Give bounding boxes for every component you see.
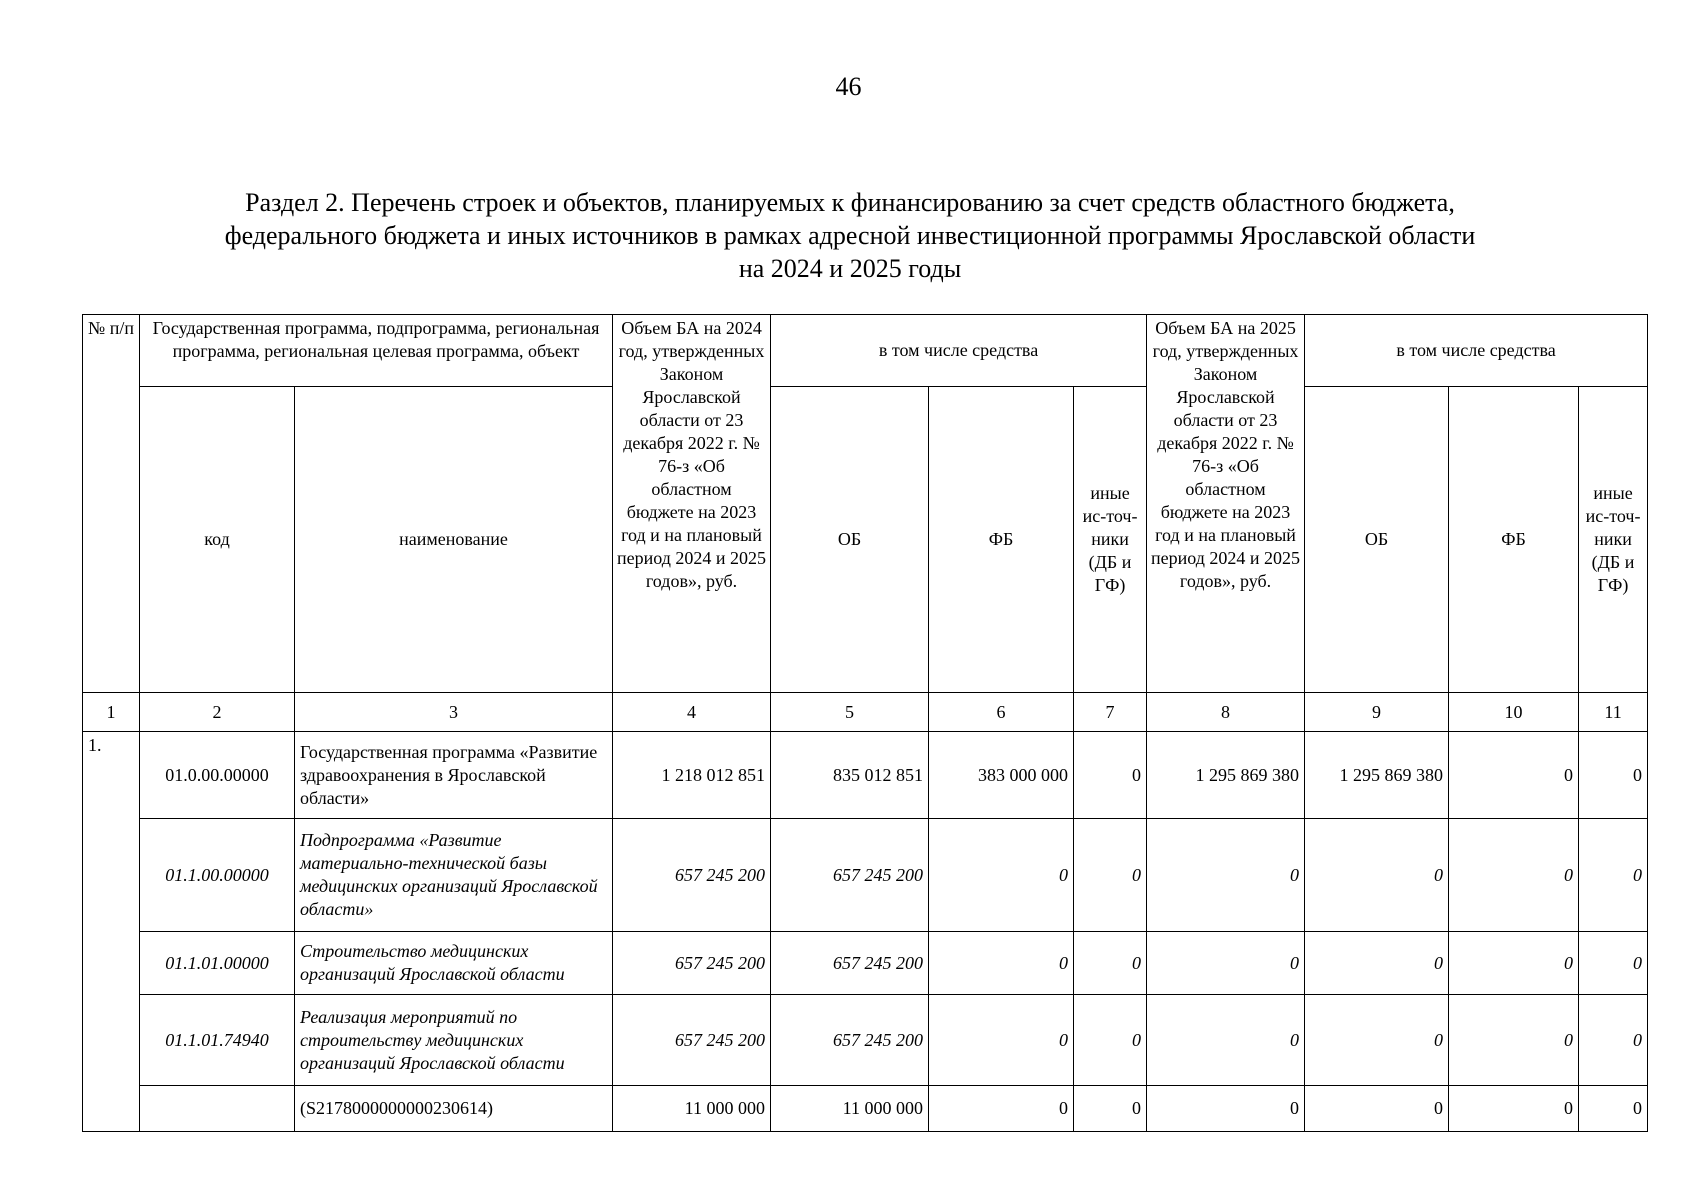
column-number: 8	[1147, 693, 1305, 732]
row-code	[140, 1086, 295, 1132]
column-number-row	[83, 693, 1648, 732]
investment-program-table	[82, 314, 1648, 1132]
row-other-2025: 0	[1579, 732, 1648, 819]
row-fb-2024: 0	[929, 995, 1074, 1086]
row-other-2025: 0	[1579, 932, 1648, 995]
row-fb-2024: 0	[929, 1086, 1074, 1132]
row-name: Государственная программа «Развитие здравоохранения в Ярославской области»	[295, 732, 613, 819]
header-code: код	[140, 387, 295, 693]
row-other-2024: 0	[1074, 819, 1147, 932]
row-code: 01.0.00.00000	[140, 732, 295, 819]
row-name: Реализация мероприятий по строительству медицинских организаций Ярославской области	[295, 995, 613, 1086]
column-number: 10	[1449, 693, 1579, 732]
document-title	[80, 186, 1620, 285]
row-code: 01.1.00.00000	[140, 819, 295, 932]
row-ba-2024: 1 218 012 851	[613, 732, 771, 819]
column-number: 4	[613, 693, 771, 732]
header-row-1	[83, 315, 1648, 387]
column-number: 2	[140, 693, 295, 732]
row-name: Подпрограмма «Развитие материально-технической базы медицинских организаций Ярославской области»	[295, 819, 613, 932]
column-number: 7	[1074, 693, 1147, 732]
header-fb-2025: ФБ	[1449, 387, 1579, 693]
row-fb-2025: 0	[1449, 932, 1579, 995]
header-row-2	[83, 387, 1648, 693]
row-ba-2025: 0	[1147, 819, 1305, 932]
row-name: Строительство медицинских организаций Ярославской области	[295, 932, 613, 995]
header-fb-2024: ФБ	[929, 387, 1074, 693]
header-ob-2025: ОБ	[1305, 387, 1449, 693]
row-code: 01.1.01.74940	[140, 995, 295, 1086]
row-ob-2024: 11 000 000	[771, 1086, 929, 1132]
row-ob-2024: 657 245 200	[771, 819, 929, 932]
header-ba-2025: Объем БА на 2025 год, утвержденных Законом Ярославской области от 23 декабря 2022 г. № 76-з «Об областном бюджете на 2023 год и на плановый период 2024 и 2025 годов», руб.	[1147, 315, 1305, 693]
header-including-2: в том числе средства	[1305, 315, 1648, 387]
table-row-object	[83, 1086, 1648, 1132]
page-number: 46	[835, 72, 862, 101]
row-ba-2024: 11 000 000	[613, 1086, 771, 1132]
row-ob-2025: 0	[1305, 1086, 1449, 1132]
row-fb-2024: 0	[929, 819, 1074, 932]
header-name: наименование	[295, 387, 613, 693]
row-number: 1.	[83, 732, 140, 1132]
row-other-2024: 0	[1074, 732, 1147, 819]
row-fb-2025: 0	[1449, 995, 1579, 1086]
row-other-2025: 0	[1579, 1086, 1648, 1132]
row-fb-2025: 0	[1449, 1086, 1579, 1132]
row-ba-2025: 1 295 869 380	[1147, 732, 1305, 819]
row-ob-2025: 0	[1305, 995, 1449, 1086]
row-other-2025: 0	[1579, 819, 1648, 932]
row-other-2024: 0	[1074, 1086, 1147, 1132]
row-name: (S2178000000000230614)	[295, 1086, 613, 1132]
column-number: 9	[1305, 693, 1449, 732]
table-row-main-event	[83, 932, 1648, 995]
row-fb-2025: 0	[1449, 732, 1579, 819]
row-ba-2024: 657 245 200	[613, 819, 771, 932]
row-ba-2025: 0	[1147, 995, 1305, 1086]
title-line-3: на 2024 и 2025 годы	[738, 254, 962, 283]
row-ba-2025: 0	[1147, 1086, 1305, 1132]
header-other-2024: иные ис-точ-ники (ДБ и ГФ)	[1074, 387, 1147, 693]
row-other-2025: 0	[1579, 995, 1648, 1086]
row-ob-2025: 1 295 869 380	[1305, 732, 1449, 819]
title-line-1: Раздел 2. Перечень строек и объектов, планируемых к финансированию за счет средств областного бюджета,	[245, 188, 1455, 217]
row-fb-2024: 383 000 000	[929, 732, 1074, 819]
column-number: 11	[1579, 693, 1648, 732]
title-line-2: федерального бюджета и иных источников в рамках адресной инвестиционной программы Ярославской области	[224, 221, 1476, 250]
table-row-event	[83, 995, 1648, 1086]
header-ob-2024: ОБ	[771, 387, 929, 693]
column-number: 1	[83, 693, 140, 732]
row-ob-2025: 0	[1305, 819, 1449, 932]
row-fb-2024: 0	[929, 932, 1074, 995]
row-fb-2025: 0	[1449, 819, 1579, 932]
row-ob-2024: 835 012 851	[771, 732, 929, 819]
row-other-2024: 0	[1074, 932, 1147, 995]
row-ob-2025: 0	[1305, 932, 1449, 995]
row-ob-2024: 657 245 200	[771, 932, 929, 995]
column-number: 3	[295, 693, 613, 732]
column-number: 6	[929, 693, 1074, 732]
table-row-program	[83, 732, 1648, 819]
row-code: 01.1.01.00000	[140, 932, 295, 995]
header-program: Государственная программа, подпрограмма, региональная программа, региональная целевая программа, объект	[140, 315, 613, 387]
header-including-1: в том числе средства	[771, 315, 1147, 387]
row-ob-2024: 657 245 200	[771, 995, 929, 1086]
header-ba-2024: Объем БА на 2024 год, утвержденных Законом Ярославской области от 23 декабря 2022 г. № 76-з «Об областном бюджете на 2023 год и на плановый период 2024 и 2025 годов», руб.	[613, 315, 771, 693]
row-ba-2024: 657 245 200	[613, 995, 771, 1086]
table-row-subprogram	[83, 819, 1648, 932]
header-num: № п/п	[83, 315, 140, 693]
column-number: 5	[771, 693, 929, 732]
header-other-2025: иные ис-точ-ники (ДБ и ГФ)	[1579, 387, 1648, 693]
row-ba-2024: 657 245 200	[613, 932, 771, 995]
row-other-2024: 0	[1074, 995, 1147, 1086]
row-ba-2025: 0	[1147, 932, 1305, 995]
